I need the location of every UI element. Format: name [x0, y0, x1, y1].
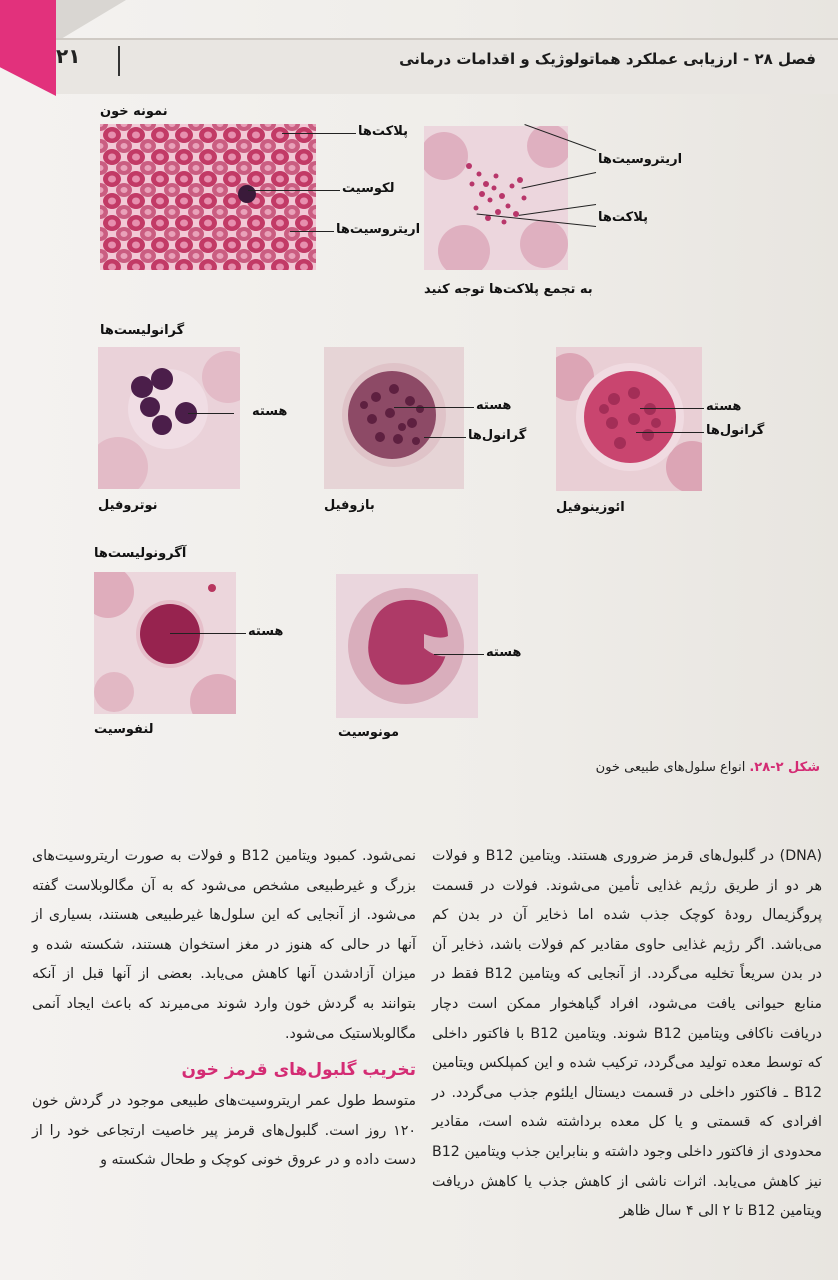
corner-accent	[0, 0, 56, 96]
basophil-nucleus-label: هسته	[476, 398, 512, 413]
label-leukocyte: لکوسیت	[342, 181, 395, 196]
label-erythrocytes: اریتروسیت‌ها	[336, 222, 421, 237]
corner-shade	[56, 0, 126, 42]
eosinophil-name: ائوزینوفیل	[556, 500, 625, 515]
leader-basophil-nucleus	[394, 407, 474, 408]
eosinophil-granules-label: گرانول‌ها	[706, 423, 765, 438]
label-clump-erythrocytes: اریتروسیت‌ها	[598, 152, 683, 167]
monocyte-nucleus-label: هسته	[486, 645, 522, 660]
basophil-name: بازوفیل	[324, 498, 375, 513]
chapter-title: فصل ۲۸ - ارزیابی عملکرد هماتولوژیک و اقدامات درمانی	[399, 50, 816, 68]
leader-eosinophil-granules	[636, 432, 704, 433]
label-platelets: پلاکت‌ها	[358, 124, 408, 139]
leader-basophil-granules	[424, 437, 466, 438]
lymphocyte-name: لنفوسیت	[94, 722, 154, 737]
lymphocyte-nucleus-label: هسته	[248, 624, 284, 639]
section-text: متوسط طول عمر اریتروسیت‌های طبیعی موجود در گردش خون ۱۲۰ روز است. گلبول‌های قرمز پیر خاصیت ارتجاعی خود را از دست داده و در عروق خونی کوچک و طحال شکسته و	[32, 1093, 416, 1169]
granulocytes-title: گرانولیست‌ها	[100, 323, 185, 338]
body-right-column	[432, 842, 822, 1227]
monocyte-name: مونوسیت	[338, 725, 400, 740]
platelet-clump-image	[424, 126, 568, 270]
figure-caption-number: شکل ۲-۲۸.	[749, 760, 820, 775]
clump-caption: به تجمع پلاکت‌ها توجه کنید	[424, 282, 593, 297]
agranulocytes-title: آگرونولیست‌ها	[94, 546, 187, 561]
leader-neutrophil-nucleus	[188, 413, 234, 414]
lymphocyte-image	[94, 572, 236, 714]
figure-caption	[596, 760, 820, 775]
neutrophil-name: نوتروفیل	[98, 498, 158, 513]
label-clump-platelets: پلاکت‌ها	[598, 210, 648, 225]
figure-caption-text: انواع سلول‌های طبیعی خون	[595, 760, 746, 775]
body-left-column	[32, 842, 416, 1176]
blood-sample-title: نمونه خون	[100, 104, 168, 119]
leader-lymphocyte-nucleus	[170, 633, 246, 634]
header-divider	[118, 46, 120, 76]
right-column-text: (DNA) در گلبول‌های قرمز ضروری هستند. ویتامین B12 و فولات هر دو از طریق رژیم غذایی تأمین می‌شوند. فولات در قسمت پروگزیمال رودهٔ کوچک جذب شده اما ذخایر آن در بدن کم می‌باشد. اگر رژیم غذایی حاوی مقادیر کم فولات باشد، ذخایر آن در بدن سریعاً تخلیه می‌گردد. از آنجایی که ویتامین B12 فقط در منابع حیوانی یافت می‌شود، افراد گیاهخوار ممکن است دچار دریافت ناکافی ویتامین B12 شوند. ویتامین B12 با فاکتور داخلی که توسط معده تولید می‌گردد، ترکیب شده و این کمپلکس ویتامین B12 ـ فاکتور داخلی در قسمت دیستال ایلئوم جذب می‌گردد. در افرادی که قسمتی و یا کل معده برداشته شده است، مقادیر محدودی از فاکتور داخلی وجود داشته و بنابراین جذب ویتامین B12 نیز کاهش می‌یابد. اثرات ناشی از کاهش جذب یا کاهش دریافت ویتامین B12 تا ۲ الی ۴ سال ظاهر	[432, 848, 823, 1220]
eosinophil-image	[556, 347, 702, 491]
leader-eosinophil-nucleus	[640, 408, 704, 409]
monocyte-image	[336, 574, 478, 718]
eosinophil-nucleus-label: هسته	[706, 399, 742, 414]
leader-monocyte-nucleus	[434, 654, 484, 655]
leader-leukocyte	[248, 190, 340, 191]
blood-smear-image	[100, 124, 316, 270]
basophil-image	[324, 347, 464, 489]
neutrophil-nucleus-label: هسته	[252, 404, 288, 419]
neutrophil-image	[98, 347, 240, 489]
leader-platelets	[282, 133, 356, 134]
basophil-granules-label: گرانول‌ها	[468, 428, 527, 443]
leader-erythrocytes	[290, 231, 334, 232]
left-column-text: نمی‌شود. کمبود ویتامین B12 و فولات به صورت اریتروسیت‌های بزرگ و غیرطبیعی مشخص می‌شود که به آن مگالوبلاست گفته می‌شود. از آنجایی که این سلول‌ها غیرطبیعی هستند، بسیاری از آنها در حالی که هنوز در مغز استخوان هستند، شکسته شده و میزان آزادشدن آنها کاهش می‌یابد. بعضی از آنها قبل از آنکه بتوانند به گردش خون وارد شوند می‌میرند که باعث ایجاد آنمی مگالوبلاستیک می‌شود.	[32, 848, 416, 1042]
section-heading: تخریب گلبول‌های قرمز خون	[181, 1060, 416, 1081]
page-number: ۲۱	[56, 44, 81, 68]
